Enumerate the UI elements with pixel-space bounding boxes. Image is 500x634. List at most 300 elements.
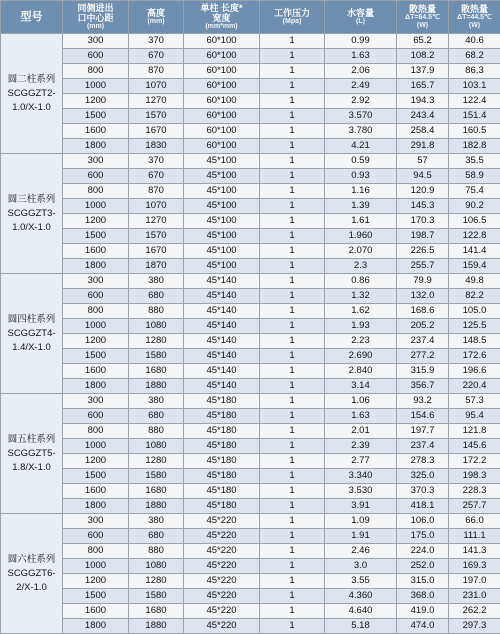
pressure-cell: 1 — [260, 499, 325, 514]
spacing-cell: 1500 — [63, 229, 129, 244]
water-cell: 5.18 — [325, 619, 397, 634]
spacing-cell: 1600 — [63, 604, 129, 619]
heat-44-cell: 35.5 — [449, 154, 500, 169]
pressure-cell: 1 — [260, 304, 325, 319]
table-row — [1, 514, 500, 529]
water-cell: 2.92 — [325, 94, 397, 109]
table-row — [1, 229, 500, 244]
heat-44-cell: 197.0 — [449, 574, 500, 589]
heat-64-cell: 205.2 — [397, 319, 449, 334]
spacing-cell: 1200 — [63, 574, 129, 589]
water-cell: 0.59 — [325, 154, 397, 169]
height-cell: 870 — [129, 64, 184, 79]
heat-44-cell: 49.8 — [449, 274, 500, 289]
heat-64-cell: 356.7 — [397, 379, 449, 394]
spacing-cell: 800 — [63, 424, 129, 439]
table-row — [1, 469, 500, 484]
heat-44-cell: 75.4 — [449, 184, 500, 199]
table-row — [1, 79, 500, 94]
table-row — [1, 259, 500, 274]
table-row — [1, 499, 500, 514]
pressure-cell: 1 — [260, 424, 325, 439]
height-cell: 1870 — [129, 259, 184, 274]
header-spacing — [63, 1, 129, 34]
model-line: 1.4/X-1.0 — [12, 342, 51, 353]
pressure-cell: 1 — [260, 469, 325, 484]
table-row — [1, 64, 500, 79]
spacing-cell: 1000 — [63, 79, 129, 94]
heat-64-cell: 474.0 — [397, 619, 449, 634]
height-cell: 1280 — [129, 574, 184, 589]
spacing-cell: 1200 — [63, 334, 129, 349]
spacing-cell: 300 — [63, 394, 129, 409]
heat-64-cell: 237.4 — [397, 334, 449, 349]
table-row — [1, 124, 500, 139]
table-row — [1, 304, 500, 319]
water-cell: 4.21 — [325, 139, 397, 154]
header-model: 型号 — [1, 1, 63, 34]
heat-64-cell: 197.7 — [397, 424, 449, 439]
pressure-cell: 1 — [260, 349, 325, 364]
spacing-cell: 800 — [63, 304, 129, 319]
size-cell: 45*220 — [184, 574, 260, 589]
table-row — [1, 334, 500, 349]
model-cell — [1, 514, 63, 634]
height-cell: 370 — [129, 34, 184, 49]
model-line: SCGGZT6- — [7, 568, 55, 579]
header-size-line1: 单柱 长度* — [200, 3, 242, 13]
size-cell: 45*180 — [184, 484, 260, 499]
water-cell: 3.0 — [325, 559, 397, 574]
heat-64-cell: 94.5 — [397, 169, 449, 184]
water-cell: 1.62 — [325, 304, 397, 319]
table-row — [1, 439, 500, 454]
water-cell: 0.99 — [325, 34, 397, 49]
height-cell: 380 — [129, 274, 184, 289]
heat-44-cell: 58.9 — [449, 169, 500, 184]
water-cell: 1.06 — [325, 394, 397, 409]
height-cell: 1270 — [129, 214, 184, 229]
heat-44-cell: 90.2 — [449, 199, 500, 214]
table-body — [1, 34, 500, 634]
size-cell: 45*180 — [184, 409, 260, 424]
heat-64-cell: 137.9 — [397, 64, 449, 79]
height-cell: 1880 — [129, 619, 184, 634]
pressure-cell: 1 — [260, 559, 325, 574]
heat-64-cell: 93.2 — [397, 394, 449, 409]
spacing-cell: 600 — [63, 289, 129, 304]
spacing-cell: 1200 — [63, 454, 129, 469]
heat-44-cell: 182.8 — [449, 139, 500, 154]
pressure-cell: 1 — [260, 589, 325, 604]
pressure-cell: 1 — [260, 394, 325, 409]
table-row — [1, 199, 500, 214]
size-cell: 45*220 — [184, 544, 260, 559]
size-cell: 45*140 — [184, 274, 260, 289]
spacing-cell: 1500 — [63, 349, 129, 364]
height-cell: 1070 — [129, 79, 184, 94]
heat-64-cell: 108.2 — [397, 49, 449, 64]
pressure-cell: 1 — [260, 214, 325, 229]
size-cell: 45*220 — [184, 604, 260, 619]
height-cell: 1680 — [129, 484, 184, 499]
water-cell: 1.32 — [325, 289, 397, 304]
water-cell: 1.63 — [325, 49, 397, 64]
height-cell: 670 — [129, 49, 184, 64]
table-row — [1, 394, 500, 409]
table-row — [1, 529, 500, 544]
header-pressure-label: 工作压力 — [274, 8, 310, 18]
spacing-cell: 1600 — [63, 484, 129, 499]
pressure-cell: 1 — [260, 619, 325, 634]
pressure-cell: 1 — [260, 229, 325, 244]
height-cell: 680 — [129, 529, 184, 544]
heat-44-cell: 103.1 — [449, 79, 500, 94]
table-row — [1, 619, 500, 634]
heat-64-cell: 243.4 — [397, 109, 449, 124]
spacing-cell: 1500 — [63, 469, 129, 484]
pressure-cell: 1 — [260, 94, 325, 109]
water-cell: 1.16 — [325, 184, 397, 199]
heat-44-cell: 141.4 — [449, 244, 500, 259]
header-height-label: 高度 — [147, 8, 165, 18]
model-line: 1.0/X-1.0 — [12, 222, 51, 233]
heat-64-cell: 57 — [397, 154, 449, 169]
table-row — [1, 169, 500, 184]
size-cell: 45*100 — [184, 259, 260, 274]
spacing-cell: 1800 — [63, 139, 129, 154]
table-row — [1, 289, 500, 304]
model-line: SCGGZT3- — [7, 208, 55, 219]
table-row — [1, 364, 500, 379]
height-cell: 1680 — [129, 604, 184, 619]
header-pressure-unit: (Mpa) — [260, 18, 324, 26]
size-cell: 45*180 — [184, 499, 260, 514]
water-cell: 4.640 — [325, 604, 397, 619]
heat-64-cell: 258.4 — [397, 124, 449, 139]
spacing-cell: 600 — [63, 529, 129, 544]
water-cell: 2.77 — [325, 454, 397, 469]
table-row — [1, 409, 500, 424]
heat-64-cell: 175.0 — [397, 529, 449, 544]
height-cell: 380 — [129, 394, 184, 409]
heat-64-cell: 325.0 — [397, 469, 449, 484]
height-cell: 1570 — [129, 109, 184, 124]
spacing-cell: 600 — [63, 169, 129, 184]
heat-44-cell: 196.6 — [449, 364, 500, 379]
size-cell: 45*140 — [184, 319, 260, 334]
model-line: SCGGZT4- — [7, 328, 55, 339]
model-line: 2/X-1.0 — [16, 582, 47, 593]
height-cell: 1830 — [129, 139, 184, 154]
model-cell — [1, 154, 63, 274]
spacing-cell: 300 — [63, 154, 129, 169]
table-row — [1, 109, 500, 124]
height-cell: 370 — [129, 154, 184, 169]
heat-44-cell: 159.4 — [449, 259, 500, 274]
height-cell: 380 — [129, 514, 184, 529]
heat-44-cell: 148.5 — [449, 334, 500, 349]
table-row — [1, 184, 500, 199]
table-row — [1, 349, 500, 364]
heat-64-cell: 170.3 — [397, 214, 449, 229]
heat-64-cell: 237.4 — [397, 439, 449, 454]
heat-44-cell: 57.3 — [449, 394, 500, 409]
heat-44-cell: 297.3 — [449, 619, 500, 634]
pressure-cell: 1 — [260, 484, 325, 499]
water-cell: 0.86 — [325, 274, 397, 289]
height-cell: 680 — [129, 289, 184, 304]
size-cell: 45*100 — [184, 229, 260, 244]
pressure-cell: 1 — [260, 604, 325, 619]
table-row — [1, 34, 500, 49]
heat-64-cell: 418.1 — [397, 499, 449, 514]
height-cell: 1080 — [129, 559, 184, 574]
water-cell: 2.23 — [325, 334, 397, 349]
heat-44-cell: 160.5 — [449, 124, 500, 139]
pressure-cell: 1 — [260, 139, 325, 154]
size-cell: 60*100 — [184, 94, 260, 109]
pressure-cell: 1 — [260, 184, 325, 199]
water-cell: 2.01 — [325, 424, 397, 439]
size-cell: 45*140 — [184, 379, 260, 394]
heat-44-cell: 141.3 — [449, 544, 500, 559]
size-cell: 45*140 — [184, 289, 260, 304]
spacing-cell: 1000 — [63, 319, 129, 334]
water-cell: 2.49 — [325, 79, 397, 94]
pressure-cell: 1 — [260, 454, 325, 469]
water-cell: 3.530 — [325, 484, 397, 499]
spacing-cell: 1600 — [63, 124, 129, 139]
heat-44-cell: 151.4 — [449, 109, 500, 124]
heat-44-cell: 122.8 — [449, 229, 500, 244]
pressure-cell: 1 — [260, 199, 325, 214]
pressure-cell: 1 — [260, 289, 325, 304]
table-row — [1, 49, 500, 64]
heat-64-cell: 154.6 — [397, 409, 449, 424]
size-cell: 45*220 — [184, 619, 260, 634]
spacing-cell: 1500 — [63, 589, 129, 604]
spacing-cell: 300 — [63, 514, 129, 529]
header-height — [129, 1, 184, 34]
pressure-cell: 1 — [260, 319, 325, 334]
table-row — [1, 484, 500, 499]
heat-64-cell: 132.0 — [397, 289, 449, 304]
header-heat-44 — [449, 1, 500, 34]
heat-44-cell: 220.4 — [449, 379, 500, 394]
size-cell: 60*100 — [184, 79, 260, 94]
pressure-cell: 1 — [260, 379, 325, 394]
heat-64-cell: 315.9 — [397, 364, 449, 379]
spacing-cell: 300 — [63, 34, 129, 49]
height-cell: 880 — [129, 424, 184, 439]
pressure-cell: 1 — [260, 439, 325, 454]
heat-44-cell: 169.3 — [449, 559, 500, 574]
heat-44-cell: 257.7 — [449, 499, 500, 514]
heat-44-cell: 82.2 — [449, 289, 500, 304]
model-cell — [1, 34, 63, 154]
height-cell: 1280 — [129, 454, 184, 469]
height-cell: 1080 — [129, 439, 184, 454]
heat-64-cell: 278.3 — [397, 454, 449, 469]
spacing-cell: 1800 — [63, 499, 129, 514]
pressure-cell: 1 — [260, 244, 325, 259]
size-cell: 45*180 — [184, 454, 260, 469]
heat-64-cell: 252.0 — [397, 559, 449, 574]
heat-44-cell: 172.2 — [449, 454, 500, 469]
height-cell: 1570 — [129, 229, 184, 244]
heat-64-cell: 226.5 — [397, 244, 449, 259]
header-size — [184, 1, 260, 34]
spacing-cell: 1000 — [63, 199, 129, 214]
model-line: 圆三柱系列 — [8, 194, 56, 205]
header-heat-44-label: 散热量 — [461, 4, 488, 14]
spacing-cell: 1000 — [63, 439, 129, 454]
height-cell: 1080 — [129, 319, 184, 334]
water-cell: 2.070 — [325, 244, 397, 259]
heat-44-cell: 121.8 — [449, 424, 500, 439]
spacing-cell: 1200 — [63, 214, 129, 229]
header-heat-44-unit: (W) — [449, 22, 500, 30]
heat-64-cell: 165.7 — [397, 79, 449, 94]
pressure-cell: 1 — [260, 124, 325, 139]
size-cell: 45*140 — [184, 334, 260, 349]
water-cell: 3.780 — [325, 124, 397, 139]
water-cell: 1.91 — [325, 529, 397, 544]
spacing-cell: 300 — [63, 274, 129, 289]
table-row — [1, 319, 500, 334]
size-cell: 45*100 — [184, 169, 260, 184]
water-cell: 2.06 — [325, 64, 397, 79]
heat-64-cell: 370.3 — [397, 484, 449, 499]
water-cell: 1.09 — [325, 514, 397, 529]
header-spacing-line2: 口中心距 — [77, 13, 113, 23]
table-row — [1, 544, 500, 559]
heat-64-cell: 291.8 — [397, 139, 449, 154]
size-cell: 60*100 — [184, 34, 260, 49]
spacing-cell: 1800 — [63, 259, 129, 274]
height-cell: 1270 — [129, 94, 184, 109]
heat-64-cell: 65.2 — [397, 34, 449, 49]
heat-64-cell: 194.3 — [397, 94, 449, 109]
model-line: 1.8/X-1.0 — [12, 462, 51, 473]
water-cell: 0.93 — [325, 169, 397, 184]
height-cell: 1680 — [129, 364, 184, 379]
pressure-cell: 1 — [260, 49, 325, 64]
water-cell: 3.340 — [325, 469, 397, 484]
spacing-cell: 800 — [63, 64, 129, 79]
pressure-cell: 1 — [260, 514, 325, 529]
water-cell: 2.3 — [325, 259, 397, 274]
table-row — [1, 154, 500, 169]
heat-64-cell: 368.0 — [397, 589, 449, 604]
pressure-cell: 1 — [260, 259, 325, 274]
height-cell: 1580 — [129, 469, 184, 484]
pressure-cell: 1 — [260, 64, 325, 79]
heat-44-cell: 231.0 — [449, 589, 500, 604]
height-cell: 1880 — [129, 499, 184, 514]
heat-44-cell: 106.5 — [449, 214, 500, 229]
heat-64-cell: 168.6 — [397, 304, 449, 319]
heat-44-cell: 122.4 — [449, 94, 500, 109]
size-cell: 45*180 — [184, 439, 260, 454]
header-water — [325, 1, 397, 34]
pressure-cell: 1 — [260, 334, 325, 349]
height-cell: 870 — [129, 184, 184, 199]
table-row — [1, 589, 500, 604]
height-cell: 1880 — [129, 379, 184, 394]
height-cell: 880 — [129, 544, 184, 559]
header-heat-64 — [397, 1, 449, 34]
water-cell: 1.39 — [325, 199, 397, 214]
heat-64-cell: 79.9 — [397, 274, 449, 289]
water-cell: 1.93 — [325, 319, 397, 334]
heat-44-cell: 86.3 — [449, 64, 500, 79]
heat-44-cell: 262.2 — [449, 604, 500, 619]
model-line: SCGGZT5- — [7, 448, 55, 459]
size-cell: 45*180 — [184, 424, 260, 439]
heat-44-cell: 228.3 — [449, 484, 500, 499]
height-cell: 1580 — [129, 349, 184, 364]
size-cell: 60*100 — [184, 64, 260, 79]
heat-44-cell: 172.6 — [449, 349, 500, 364]
model-line: 圆五柱系列 — [8, 434, 56, 445]
water-cell: 1.63 — [325, 409, 397, 424]
table-row — [1, 559, 500, 574]
header-height-unit: (mm) — [129, 18, 183, 26]
water-cell: 4.360 — [325, 589, 397, 604]
spacing-cell: 1800 — [63, 379, 129, 394]
heat-64-cell: 145.3 — [397, 199, 449, 214]
heat-44-cell: 40.6 — [449, 34, 500, 49]
size-cell: 45*140 — [184, 349, 260, 364]
size-cell: 45*140 — [184, 364, 260, 379]
size-cell: 45*220 — [184, 529, 260, 544]
heat-44-cell: 66.0 — [449, 514, 500, 529]
header-heat-64-unit: (W) — [397, 22, 448, 30]
table-row — [1, 424, 500, 439]
pressure-cell: 1 — [260, 529, 325, 544]
spacing-cell: 800 — [63, 184, 129, 199]
model-line: 圆四柱系列 — [8, 314, 56, 325]
heat-44-cell: 105.0 — [449, 304, 500, 319]
spacing-cell: 1600 — [63, 364, 129, 379]
model-cell — [1, 394, 63, 514]
header-water-label: 水容量 — [347, 8, 374, 18]
size-cell: 60*100 — [184, 49, 260, 64]
pressure-cell: 1 — [260, 79, 325, 94]
water-cell: 2.46 — [325, 544, 397, 559]
heat-64-cell: 120.9 — [397, 184, 449, 199]
spacing-cell: 1800 — [63, 619, 129, 634]
size-cell: 45*100 — [184, 199, 260, 214]
water-cell: 2.39 — [325, 439, 397, 454]
heat-44-cell: 145.6 — [449, 439, 500, 454]
height-cell: 680 — [129, 409, 184, 424]
height-cell: 1670 — [129, 244, 184, 259]
water-cell: 2.840 — [325, 364, 397, 379]
header-pressure — [260, 1, 325, 34]
pressure-cell: 1 — [260, 109, 325, 124]
water-cell: 1.61 — [325, 214, 397, 229]
heat-44-cell: 95.4 — [449, 409, 500, 424]
size-cell: 45*100 — [184, 184, 260, 199]
heat-64-cell: 315.0 — [397, 574, 449, 589]
height-cell: 1670 — [129, 124, 184, 139]
water-cell: 3.55 — [325, 574, 397, 589]
heat-64-cell: 198.7 — [397, 229, 449, 244]
spacing-cell: 1200 — [63, 94, 129, 109]
